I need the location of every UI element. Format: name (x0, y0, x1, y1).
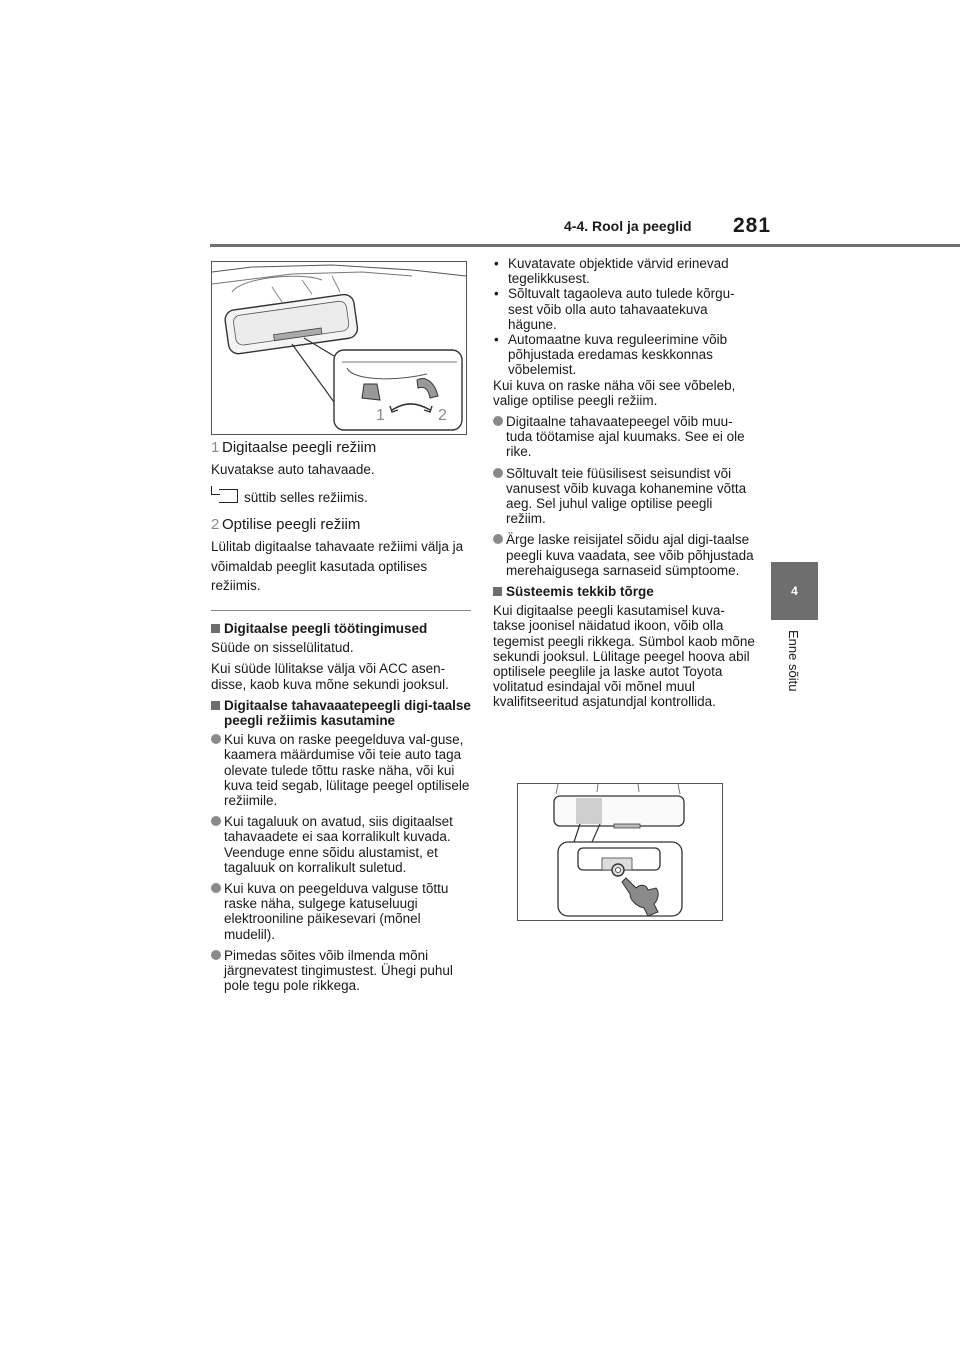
bullet-text: Digitaalne tahavaatepeegel võib muu-tuda töötamise ajal kuumaks. See ei ole rike. (506, 414, 745, 460)
bullet-text: Kui kuva on raske peegelduva val-guse, kaamera määrdumise või teie auto taga olevate tulede tõttu raske näha, või kui kuva teid segab, lülitage peegel optilisele režiimile. (224, 732, 470, 808)
sub-bullet-text: Kuvatavate objektide värvid erinevad tegelikkusest. (508, 256, 729, 287)
item-2-title (211, 517, 471, 532)
section-1-paragraph-2: Kui süüde lülitakse välja või ACC asen-disse, kaob kuva mõne sekundi jooksul. (211, 661, 449, 692)
sub-bullet-text: Sõltuvalt tagaoleva auto tulede kõrgu-sest võib olla auto tahavaatekuva hägune. (508, 286, 735, 332)
bullet-icon (493, 468, 503, 478)
item-1-number: 1 (211, 439, 220, 456)
chapter-label: Enne sõitu (786, 630, 801, 692)
section-square-icon (211, 701, 220, 710)
section-3-paragraph: Kui digitaalse peegli kasutamisel kuva-takse joonisel näidatud ikoon, võib olla tegemist peegli rikkega. Sümbol kaob mõne sekundi jooksul. Lülitage peegel hoova abil optilisele peeglile ja laske autot Toyota volitatud esindajal või mõnel muul kvalifitseeritud asjatundjal kontrollida. (493, 603, 755, 710)
bullet-icon (211, 816, 221, 826)
item-1-title (211, 440, 471, 455)
sub-bullet-icon: • (494, 332, 499, 348)
section-1-title: Digitaalse peegli töötingimused (224, 620, 428, 636)
after-sub-paragraph: Kui kuva on raske näha või see võbeleb, valige optilise peegli režiim. (493, 377, 736, 408)
item-2-number: 2 (211, 516, 220, 534)
item-2-text: Lülitab digitaalse tahavaate režiimi välja ja võimaldab peeglit kasutada optilises režiimis. (211, 539, 464, 594)
right-column (493, 256, 755, 716)
sub-list-item (493, 332, 755, 378)
sub-bullet-icon: • (494, 286, 499, 302)
section-system-fault (493, 584, 755, 599)
section-square-icon (493, 587, 502, 596)
list-item (493, 532, 755, 578)
item-1-text: Kuvatakse auto tahavaade. (211, 462, 375, 478)
sub-bullet-icon: • (494, 256, 499, 271)
list-item (211, 948, 471, 994)
figure-label-2: 2 (438, 407, 447, 424)
bullet-icon (211, 883, 221, 893)
list-item (211, 732, 471, 808)
list-item (211, 814, 471, 875)
left-column (211, 440, 471, 999)
section-3-title: Süsteemis tekkib tõrge (506, 584, 654, 600)
figure-label-1: 1 (376, 407, 385, 424)
list-item (211, 881, 471, 942)
bullet-text: Ärge laske reisijatel sõidu ajal digi-taalse peegli kuva vaadata, see võib põhjustada merehaigusega sarnaseid sümptoome. (506, 532, 754, 578)
section-digital-mode-usage (211, 698, 471, 728)
item-1-heading: Digitaalse peegli režiim (222, 439, 377, 456)
bullet-text: Kui tagaluuk on avatud, siis digitaalset tahavaadete ei saa korralikult kuvada. Veenduge enne sõidu alustamist, et tagaluuk on korralikult suletud. (224, 814, 453, 875)
section-square-icon (211, 624, 220, 633)
page-number: 281 (733, 214, 772, 237)
header-rule (210, 244, 842, 247)
header-rule-right (842, 244, 960, 247)
bullet-icon (493, 416, 503, 426)
mirror-fault-illustration (518, 784, 722, 920)
section-title: 4-4. Rool ja peeglid (564, 218, 692, 234)
list-item (493, 466, 755, 527)
bullet-text: Kui kuva on peegelduva valguse tõttu raske näha, sulgege katuseluugi elektrooniline päikesevari (mõnel mudelil). (224, 880, 449, 942)
bullet-icon (211, 734, 221, 744)
item-2-heading: Optilise peegli režiim (222, 516, 361, 534)
item-1-icon-text: süttib selles režiimis. (244, 489, 368, 505)
mirror-fault-figure (517, 783, 723, 921)
list-item (493, 414, 755, 460)
section-1-paragraph-1: Süüde on sisselülitatud. (211, 640, 354, 656)
section-divider (211, 610, 471, 611)
mirror-lever-figure (211, 261, 467, 435)
digital-mirror-icon (219, 489, 238, 503)
bullet-icon (493, 534, 503, 544)
bullet-icon (211, 950, 221, 960)
sub-list-item (493, 286, 755, 332)
bullet-text: Pimedas sõites võib ilmenda mõni järgnevatest tingimustest. Ühegi puhul pole tegu pole rikkega. (224, 947, 453, 994)
mirror-lever-illustration (212, 262, 466, 434)
bullet-text: Sõltuvalt teie füüsilisest seisundist või vanusest võib kuvaga kohanemine võtta aeg. Sel juhul valige optilise peegli režiim. (506, 465, 747, 527)
sub-bullet-text: Automaatne kuva reguleerimine võib põhjustada eredamas keskkonnas võbelemist. (508, 332, 728, 378)
sub-list-item (493, 256, 755, 286)
chapter-tab: 4 (771, 562, 818, 620)
section-2-title: Digitaalse tahavaaatepeegli digi-taalse peegli režiimis kasutamine (224, 697, 471, 728)
section-operating-conditions (211, 621, 471, 636)
item-1-icon-line (211, 488, 471, 508)
